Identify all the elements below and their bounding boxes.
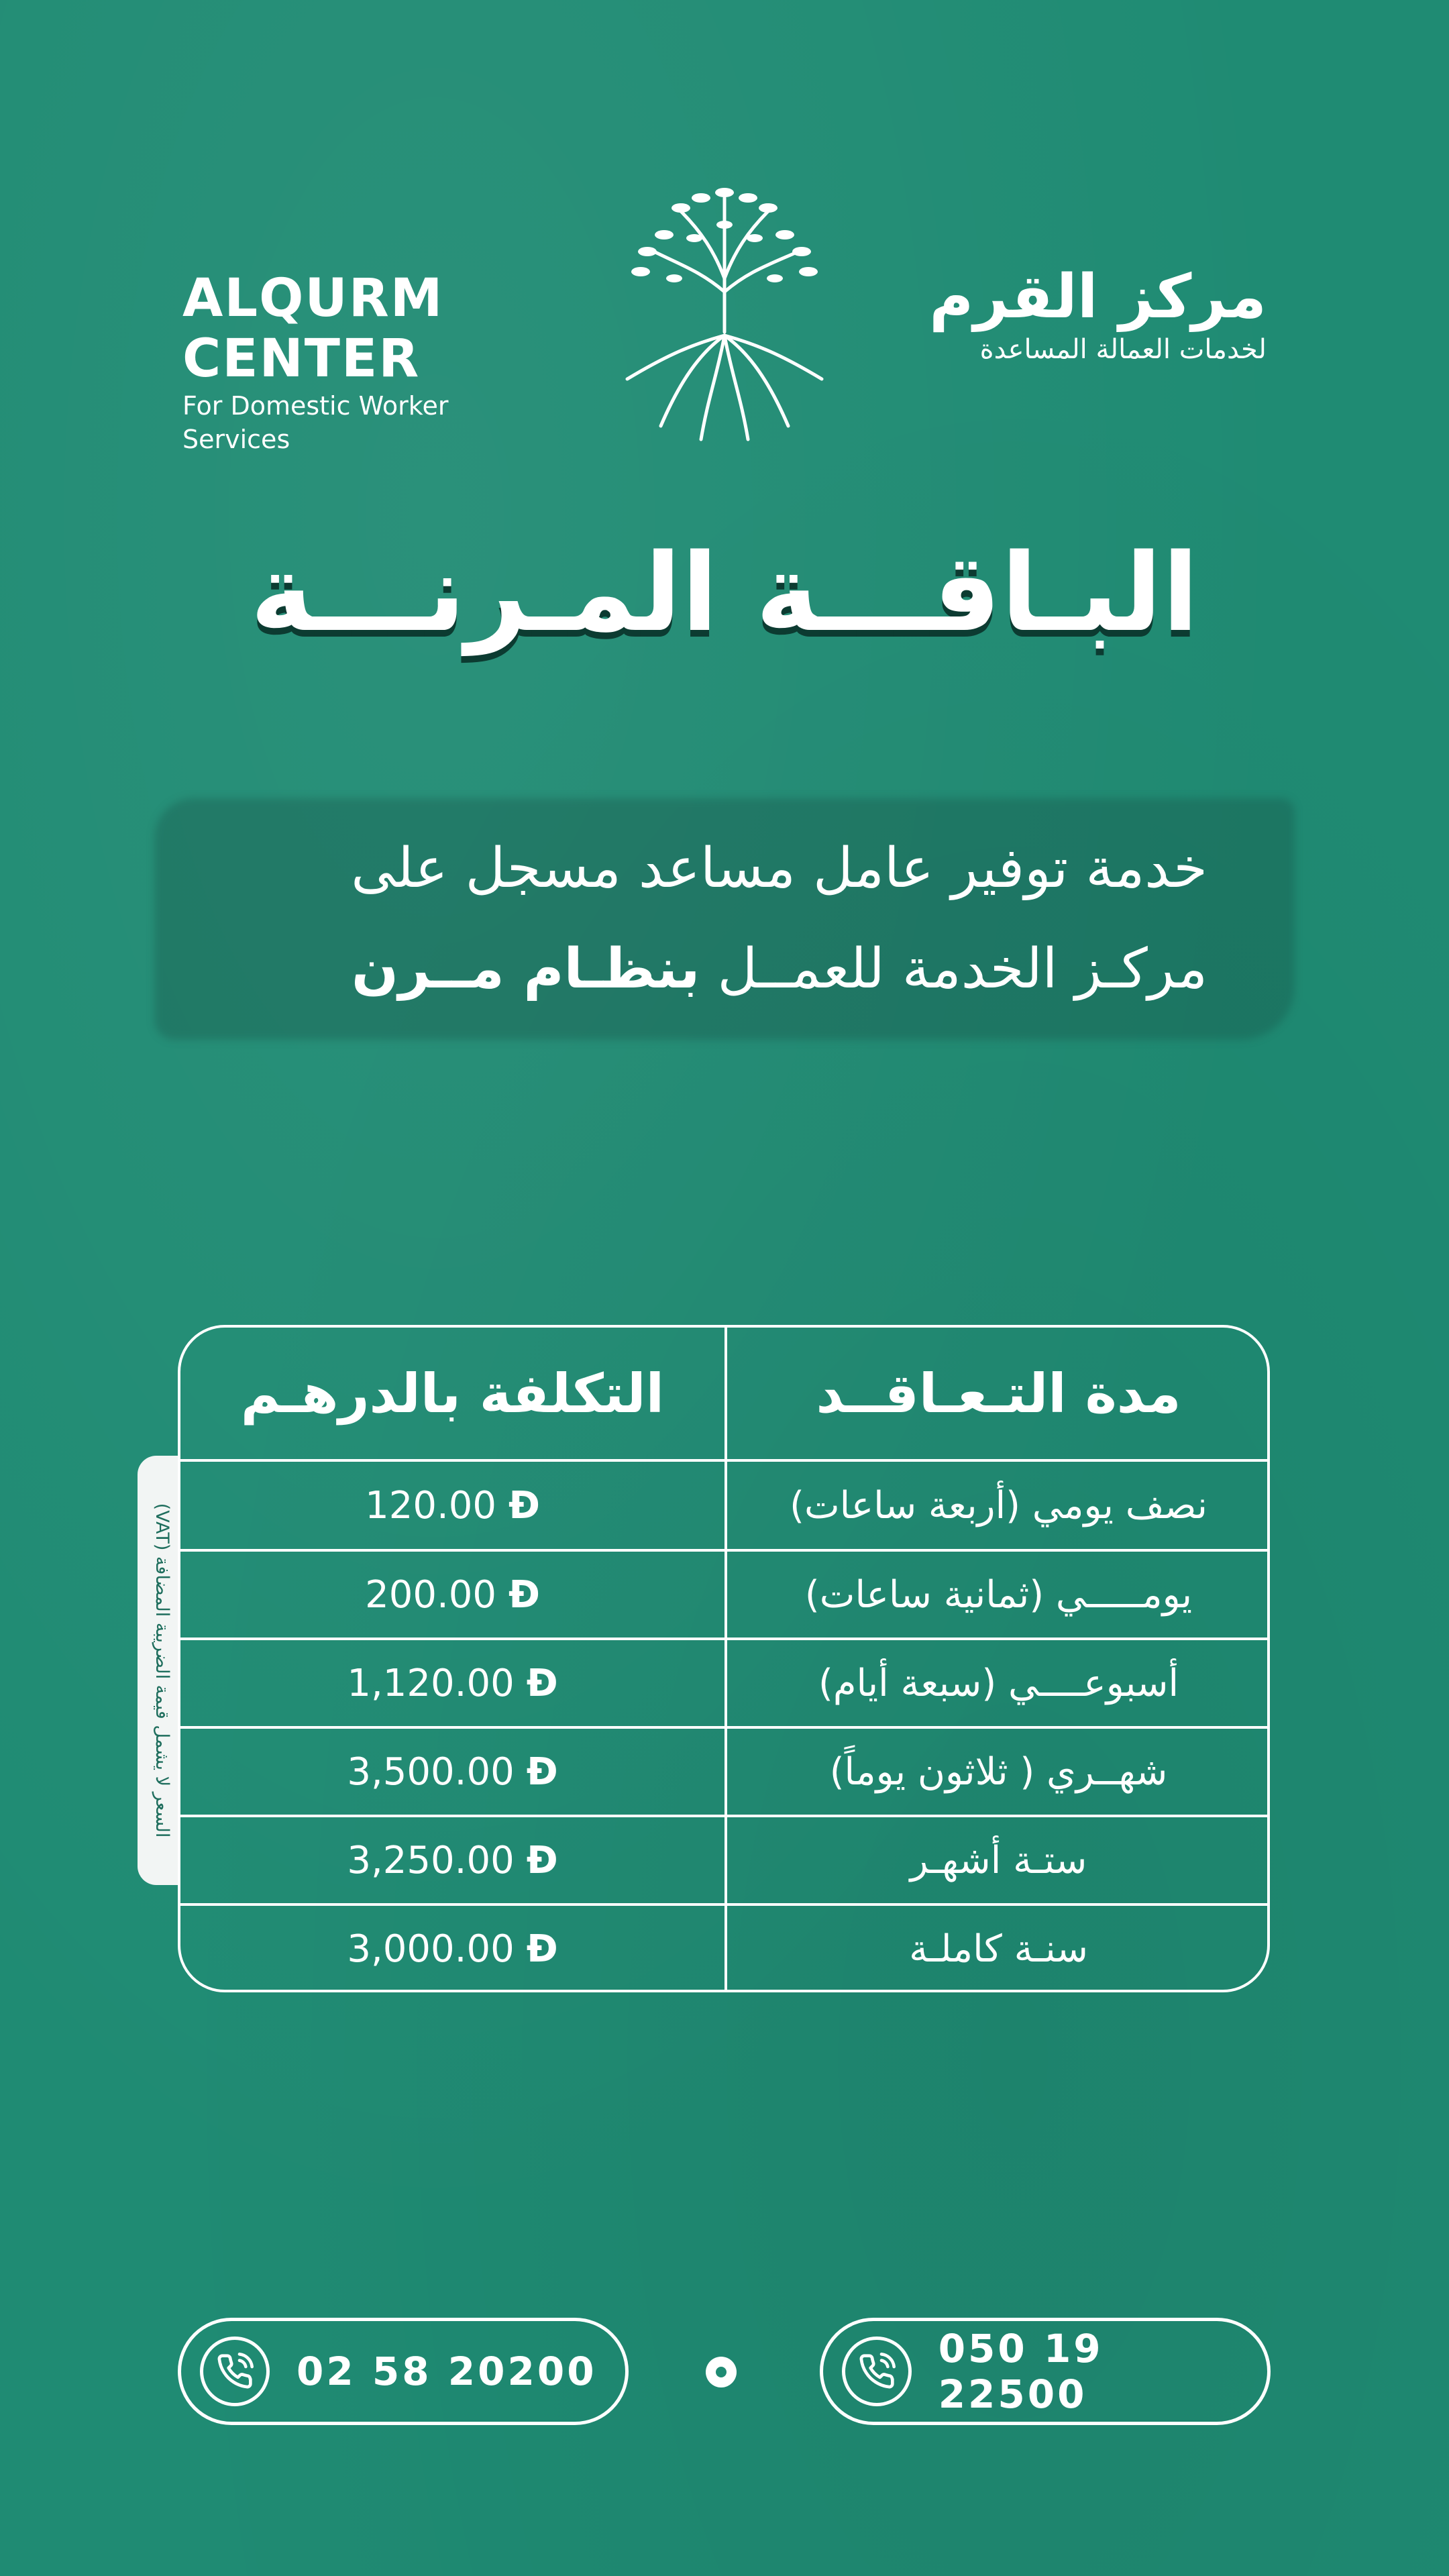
dirham-icon: Đ bbox=[526, 1661, 558, 1705]
row-price bbox=[180, 1906, 724, 1992]
pricing-table bbox=[178, 1325, 1270, 1992]
brand-ar-tagline: لخدمات العمالة المساعدة bbox=[979, 334, 1267, 365]
brand-en-name: ALQURM CENTER bbox=[182, 268, 444, 389]
price-value: 200.00 bbox=[365, 1572, 497, 1617]
page-title: البـاقـــة المـرنـــة bbox=[250, 530, 1199, 655]
price-value: 3,500.00 bbox=[347, 1750, 515, 1794]
phone-icon bbox=[842, 2337, 912, 2406]
row-price bbox=[180, 1817, 724, 1903]
olive-tree-icon bbox=[600, 178, 849, 446]
header-cost: التكلفة بالدرهـم bbox=[240, 1362, 665, 1425]
price-value: 120.00 bbox=[365, 1483, 497, 1527]
mobile-contact[interactable] bbox=[820, 2318, 1271, 2425]
dirham-icon: Đ bbox=[526, 1927, 558, 1971]
price-value: 3,000.00 bbox=[347, 1927, 515, 1971]
dirham-icon: Đ bbox=[508, 1483, 540, 1527]
brand-english bbox=[182, 268, 558, 456]
row-duration: نصف يومي (أربعة ساعات) bbox=[790, 1483, 1208, 1527]
intro-line-1: خدمة توفير عامل مساعد مسجل على bbox=[351, 837, 1208, 900]
price-value: 1,120.00 bbox=[347, 1661, 515, 1705]
landline-number: 02 58 20200 bbox=[297, 2349, 597, 2394]
intro-line-2 bbox=[235, 919, 1208, 1020]
row-duration: شهــري ( ثلاثون يوماً) bbox=[829, 1750, 1168, 1794]
vat-note: السعر لا يشمل قيمة الضريبة المضافة (VAT) bbox=[152, 1503, 172, 1838]
row-duration: أسبوعــــي (سبعة أيام) bbox=[818, 1661, 1179, 1705]
phone-icon bbox=[200, 2337, 270, 2406]
separator-dot bbox=[706, 2357, 737, 2387]
row-price bbox=[180, 1462, 724, 1549]
mobile-number: 050 19 22500 bbox=[938, 2326, 1104, 2417]
row-duration: يومـــــي (ثمانية ساعات) bbox=[804, 1572, 1193, 1617]
price-value: 3,250.00 bbox=[347, 1838, 515, 1882]
row-duration: ستـة أشهـر bbox=[910, 1838, 1087, 1882]
header-duration: مدة التـعـاقــد bbox=[816, 1362, 1181, 1425]
intro-line-2-regular: مركـز الخدمة للعمــل bbox=[717, 937, 1208, 1001]
row-price bbox=[180, 1552, 724, 1638]
row-price bbox=[180, 1729, 724, 1815]
landline-contact[interactable] bbox=[178, 2318, 629, 2425]
brand-arabic bbox=[864, 262, 1267, 367]
dirham-icon: Đ bbox=[526, 1750, 558, 1794]
brand-en-tagline: For Domestic Worker Services bbox=[182, 391, 449, 454]
row-price bbox=[180, 1640, 724, 1726]
dirham-icon: Đ bbox=[508, 1572, 540, 1617]
intro-line-2-bold: بنظـام مــرن bbox=[352, 937, 700, 1001]
brand-ar-name: مركز القرم bbox=[929, 262, 1267, 332]
intro-text bbox=[235, 818, 1208, 1020]
row-duration: سنـة كاملـة bbox=[909, 1927, 1088, 1971]
dirham-icon: Đ bbox=[526, 1838, 558, 1882]
